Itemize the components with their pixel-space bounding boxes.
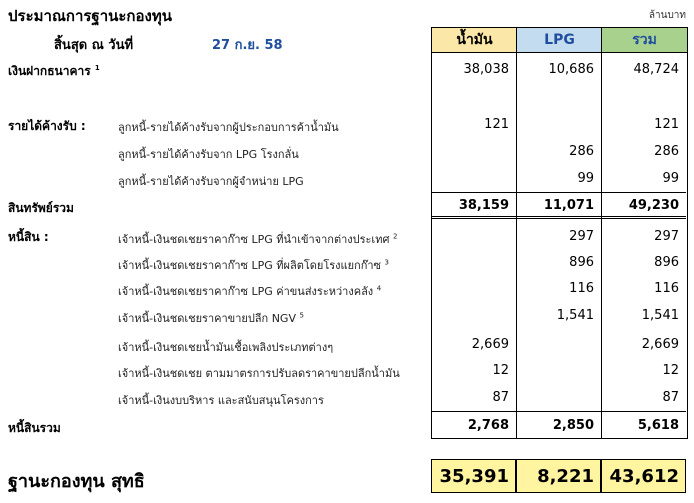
receivable-item-lpg: 286	[569, 144, 594, 159]
cash-oil: 38,038	[463, 62, 509, 77]
total-assets-oil: 38,159	[458, 198, 509, 213]
liability-item-desc: เจ้าหนี้-เงินชดเชยราคาก๊าซ LPG ที่ผลิตโดยโรงแยกก๊าซ $^3$	[118, 258, 389, 272]
liability-item-desc: เจ้าหนี้-เงินชดเชยราคาก๊าซ LPG ค่าขนส่งระหว่างคลัง $^4$	[118, 284, 382, 298]
receivable-item-desc: ลูกหนี้-รายได้ค้างรับจาก LPG โรงกลั่น	[118, 148, 299, 161]
column-header-oil: น้ำมัน	[431, 27, 518, 53]
liability-item-total: 1,541	[641, 308, 679, 323]
liability-item-desc: เจ้าหนี้-เงินชดเชย ตามมาตรการปรับลดราคาขายปลีกน้ำมัน	[118, 367, 400, 380]
receivable-item-lpg: 99	[577, 171, 594, 186]
liability-item-desc: เจ้าหนี้-เงินชดเชยน้ำมันเชื้อเพลิงประเภทต่างๆ	[118, 341, 334, 354]
receivables-label: รายได้ค้างรับ :	[8, 119, 86, 133]
total-liabilities-oil: 2,768	[467, 418, 509, 433]
total-assets-lpg: 11,071	[543, 198, 594, 213]
column-header-total: รวม	[601, 27, 688, 53]
column-divider	[516, 51, 517, 438]
receivable-item-desc: ลูกหนี้-รายได้ค้างรับจากผู้ประกอบการค้าน้ำมัน	[118, 121, 339, 134]
liability-item-lpg: 297	[569, 229, 594, 244]
liability-item-desc: เจ้าหนี้-เงินชดเชยราคาขายปลีก NGV $^5$	[118, 311, 304, 325]
liability-item-oil: 12	[492, 363, 509, 378]
liability-item-desc: เจ้าหนี้-เงินงบบริหาร และสนับสนุนโครงการ	[118, 394, 324, 407]
liability-item-desc: เจ้าหนี้-เงินชดเชยราคาก๊าซ LPG ที่นำเข้าจากต่างประเทศ $^2$	[118, 232, 398, 246]
total-liabilities-total: 5,618	[637, 418, 679, 433]
cash-total: 48,724	[633, 62, 679, 77]
total-assets-total: 49,230	[628, 198, 679, 213]
values-grid	[431, 51, 688, 439]
double-rule	[431, 216, 686, 219]
cash-lpg: 10,686	[548, 62, 594, 77]
column-divider	[601, 51, 602, 438]
liability-item-total: 297	[654, 229, 679, 244]
unit-label: ล้านบาท	[648, 10, 686, 21]
column-header-lpg: LPG	[516, 27, 603, 53]
rule	[431, 411, 686, 412]
receivable-item-desc: ลูกหนี้-รายได้ค้างรับจากผู้จำหน่าย LPG	[118, 175, 304, 188]
liability-item-oil: 2,669	[471, 337, 509, 352]
liabilities-label: หนี้สิน :	[8, 230, 49, 244]
net-position-label: ฐานะกองทุน สุทธิ	[8, 471, 145, 492]
liability-item-total: 12	[662, 363, 679, 378]
as-of-date: 27 ก.ย. 58	[212, 38, 283, 53]
net-position-total: 43,612	[601, 459, 686, 493]
as-of-label: สิ้นสุด ณ วันที่	[54, 38, 134, 53]
liability-item-total: 2,669	[641, 337, 679, 352]
cash-label: เงินฝากธนาคาร $^1$	[8, 64, 100, 78]
net-position-oil: 35,391	[431, 459, 516, 493]
liability-item-lpg: 116	[569, 281, 594, 296]
receivable-item-total: 121	[654, 117, 679, 132]
receivable-item-oil: 121	[484, 117, 509, 132]
rule	[431, 192, 686, 193]
liability-item-total: 116	[654, 281, 679, 296]
receivable-item-total: 286	[654, 144, 679, 159]
liability-item-oil: 87	[492, 390, 509, 405]
page-title: ประมาณการฐานะกองทุน	[8, 7, 172, 25]
total-liabilities-label: หนี้สินรวม	[8, 421, 61, 435]
liability-item-lpg: 1,541	[556, 308, 594, 323]
receivable-item-total: 99	[662, 171, 679, 186]
liability-item-total: 87	[662, 390, 679, 405]
net-position-lpg: 8,221	[516, 459, 601, 493]
total-assets-label: สินทรัพย์รวม	[8, 201, 74, 215]
total-liabilities-lpg: 2,850	[552, 418, 594, 433]
liability-item-total: 896	[654, 255, 679, 270]
liability-item-lpg: 896	[569, 255, 594, 270]
